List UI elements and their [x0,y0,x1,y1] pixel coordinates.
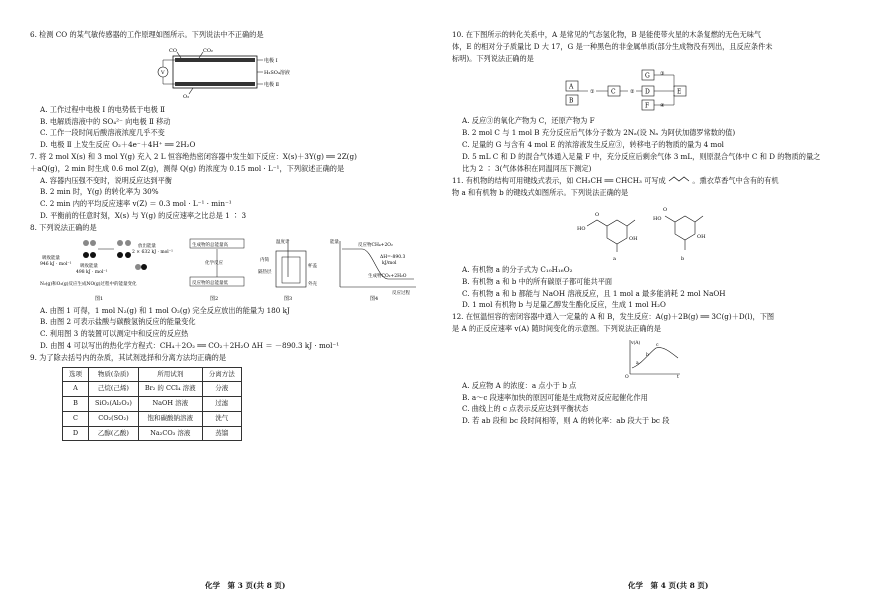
q10-box-e: E [677,88,682,96]
q11-option-d: D. 1 mol 有机物 b 与足量乙醇发生酯化反应，生成 1 mol H₂O [462,300,666,310]
q12-origin-label: O [625,374,629,378]
q8-fig1-text6: 2 × 632 kJ · mol⁻¹ [132,249,173,255]
q12-stem-line2: 是 A 的正反应速率 v(A) 随时间变化的示意图。下列说法正确的是 [452,323,661,333]
q8-fig3-text2: 内筒 [260,257,269,263]
table-cell: 饱和碳酸钠溶液 [138,411,202,426]
q7-stem-line1: 7. 将 2 mol X(s) 和 3 mol Y(g) 充入 2 L 恒容绝热密闭容器中发生如下反应：X(s)＋3Y(g) ══ 2Z(g) [30,151,357,161]
page-footer-right: 化学 第 4 页(共 8 页) [628,581,709,590]
table-cell: 乙醇(乙酸) [89,426,139,441]
q8-option-d: D. 由图 4 可以写出的热化学方程式：CH₄＋2O₂ ══ CO₂＋2H₂O ΔH ＝ －890.3 kJ · mol⁻¹ [40,340,340,350]
q11-stem-text-b: 。熏衣草香气中含有的有机 [692,176,779,186]
q6-o2-label: O₂ [183,93,190,100]
q11-label-b: b [681,255,685,262]
table-cell: A [63,382,89,397]
q6-co2-label: CO₂ [203,47,213,54]
q12-option-c: C. 曲线上的 c 点表示反应达到平衡状态 [462,404,589,414]
q11-structures [577,202,727,262]
q12-option-b: B. a～c 段速率加快的原因可能是生成物对反应起催化作用 [462,392,648,402]
q8-fig1-text3: 吸收能量 [80,263,98,269]
q6-electrode2-label: 电极 Ⅱ [264,81,279,88]
q6-voltmeter-label: V [161,69,165,76]
q11-option-c: C. 有机物 a 和 b 都能与 NaOH 溶液反应，且 1 mol a 最多能消耗 2 mol NaOH [462,288,726,298]
q10-step2: ② [630,89,635,96]
q8-option-b: B. 由图 2 可表示盐酸与碳酸氢钠反应的能量变化 [40,317,196,327]
q7-option-b: B. 2 min 时，Y(g) 的转化率为 30% [40,187,159,197]
q10-option-d-line2: 比为 2 ∶ 3(气体体积在同温同压下测定) [462,163,592,173]
table-row [63,382,242,397]
q8-fig1-text7: N₂(g)和O₂(g)反应生成NO(g)过程中的能量变化 [40,281,137,287]
q10-option-a: A. 反应③的氧化产物为 C，还原产物为 F [462,116,595,126]
table-cell: 己烷(己烯) [89,382,139,397]
q8-stem: 8. 下列说法正确的是 [30,222,97,232]
q8-option-a: A. 由图 1 可得，1 mol N₂(g) 和 1 mol O₂(g) 完全反应放出的能量为 180 kJ [40,305,290,315]
q11-option-a: A. 有机物 a 的分子式为 C₁₀H₁₆O₂ [462,264,573,274]
q8-figures [40,237,420,303]
q8-fig2-text1: 生成物的总能量高 [192,242,228,248]
q12-point-a: a [636,360,639,366]
q6-sensor-figure [155,44,305,102]
q6-option-d: D. 电极 Ⅱ 上发生反应 O₂＋4e⁻＋4H⁺ ══ 2H₂O [40,140,196,150]
q10-step4: ④ [660,103,665,110]
table-cell: 分液 [202,382,241,397]
q10-option-b: B. 2 mol C 与 1 mol B 充分反应后气体分子数为 2Nₐ(设 Nₐ 为阿伏加德罗常数的值) [462,128,736,138]
q10-option-d-line1: D. 5 mL C 和 D 的混合气体通入足量 F 中，充分反应后剩余气体 3 mL，则原混合气体中 C 和 D 的物质的量之 [462,151,821,161]
q9-table [62,367,242,442]
q11-b-ho: HO [653,215,662,222]
table-header: 选项 [63,367,89,382]
q11-a-oh: OH [629,235,638,242]
table-header: 物质(杂质) [89,367,139,382]
q8-fig4-text4: kJ/mol [382,260,397,266]
q10-box-d: D [645,88,650,96]
table-cell: Na₂CO₃ 溶液 [138,426,202,441]
table-header: 所用试剂 [138,367,202,382]
table-cell: D [63,426,89,441]
q12-y-label: v(A) [631,340,641,346]
q8-fig4-text6: 反应过程 [392,290,410,296]
q8-fig3-text4: 杯盖 [308,263,317,269]
q6-option-a: A. 工作过程中电极 Ⅰ 的电势低于电极 Ⅱ [40,104,165,114]
q8-fig1-text4: 498 kJ · mol⁻¹ [76,269,108,275]
q7-option-d: D. 平衡前的任意时刻，X(s) 与 Y(g) 的反应速率之比总是 1 ∶ 3 [40,210,247,220]
q8-fig4-text3: ΔH=-890.3 [380,254,406,260]
q10-box-g: G [645,72,650,80]
q7-option-a: A. 容器内压强不变时，说明反应达到平衡 [40,175,172,185]
table-cell: C [63,411,89,426]
q12-point-b: b [646,352,649,358]
table-row [63,426,242,441]
table-cell: B [63,397,89,412]
q12-x-label: t [677,374,679,378]
q10-box-f: F [645,102,650,110]
table-row [63,411,242,426]
table-row [63,397,242,412]
q11-skeletal-example [668,175,690,183]
q8-option-c: C. 利用图 3 的装置可以测定中和反应的反应热 [40,329,189,339]
q12-stem-line1: 12. 在恒温恒容的密闭容器中通入一定量的 A 和 B，发生反应：A(g)＋2B(g) ══ 3C(g)＋D(l)，下图 [452,312,775,322]
q12-option-a: A. 反应物 A 的浓度：a 点小于 b 点 [462,380,577,390]
q8-fig4-text1: 能量 [330,239,339,245]
table-cell: Br₂ 的 CCl₄ 溶液 [138,382,202,397]
q11-option-b: B. 有机物 a 和 b 中的所有碳原子都可能共平面 [462,276,613,286]
q11-stem-line2: 物 a 和有机物 b 的键线式如图所示。下列说法正确的是 [452,188,629,198]
q8-fig2-text2: 化学反应 [205,260,223,266]
q10-box-b: B [569,97,574,105]
q8-fig1-text1: 吸收能量 [42,255,60,261]
q10-step3: ③ [660,71,665,78]
q12-point-c: c [656,342,659,348]
right-column [452,30,852,428]
q11-molecule-b [653,207,706,262]
table-header: 分离方法 [202,367,241,382]
q11-a-ho: HO [577,225,586,232]
q10-step1: ① [590,89,595,96]
q6-option-b: B. 电解质溶液中的 SO₄²⁻ 向电极 Ⅱ 移动 [40,116,171,126]
q11-a-o: O [595,211,600,218]
table-cell: NaOH 溶液 [138,397,202,412]
q10-box-a: A [569,83,574,91]
q7-option-c: C. 2 min 内的平均反应速率 v(Z) ＝ 0.3 mol · L⁻¹ · min⁻¹ [40,199,232,209]
q8-fig3-caption: 图3 [284,295,293,302]
q11-b-o: O [663,206,668,213]
q11-molecule-a [577,212,638,262]
q10-conversion-diagram [562,67,742,113]
q8-fig3-text1: 温度计 [276,239,290,245]
q8-fig4-text5: 生成物CO₂+2H₂O [368,273,407,279]
q12-option-d: D. 若 ab 段和 bc 段时间相等，则 A 的转化率：ab 段大于 bc 段 [462,416,670,426]
q8-fig1-text5: 放出能量 [138,243,156,249]
q10-option-c: C. 足量的 G 与含有 4 mol E 的浓溶液发生反应③，转移电子的物质的量为 4 mol [462,139,724,149]
table-cell: 蒸馏 [202,426,241,441]
q8-fig4 [330,238,416,302]
q6-solution-label: H₂SO₄溶液 [264,69,290,76]
q11-stem-text-a: 11. 有机物的结构可用键线式表示，如 CH₃CH ══ CHCH₃ 可写成 [452,176,666,186]
q8-fig2-caption: 图2 [210,295,219,302]
q8-fig2-text3: 反应物的总能量低 [192,280,228,286]
q6-option-c: C. 工作一段时间后酸溶液浓度几乎不变 [40,128,165,138]
q6-electrode1-label: 电极 Ⅰ [264,57,278,64]
q12-rate-graph [622,338,682,378]
table-cell: 洗气 [202,411,241,426]
q9-stem: 9. 为了除去括号内的杂质，其试剂选择和分离方法均正确的是 [30,352,227,362]
q10-stem-line2: 体，E 的相对分子质量比 D 大 17，G 是一种黑色的非金属单质(部分生成物没有列出，且反应条件未 [452,41,773,51]
q11-label-a: a [613,255,616,262]
q8-fig3-text3: 隔热层 [258,269,272,275]
table-cell: 过滤 [202,397,241,412]
q10-stem-line3: 标明)。下列说法正确的是 [452,53,534,63]
q10-box-c: C [611,88,616,96]
q8-fig1 [40,240,173,302]
q8-fig1-text2: 946 kJ · mol⁻¹ [40,261,72,267]
q7-stem-line2: ＋aQ(g)，2 min 时生成 0.6 mol Z(g)，测得 Q(g) 的浓度为 0.15 mol · L⁻¹，下列叙述正确的是 [30,163,345,173]
table-cell: SiO₂(Al₂O₃) [89,397,139,412]
q8-fig2 [190,239,244,302]
table-header-row [63,367,242,382]
left-column [30,30,430,441]
q6-co-label: CO [169,47,177,54]
q11-stem-line1 [452,175,852,187]
table-cell: CO₂(SO₂) [89,411,139,426]
q8-fig4-text2: 反应物CH₄+2O₂ [358,242,393,248]
q8-fig3-text5: 外壳 [308,281,317,287]
page-footer-left: 化学 第 3 页(共 8 页) [205,581,286,590]
q8-fig1-caption: 图1 [95,295,104,302]
q8-fig3 [258,238,317,302]
q10-stem-line1: 10. 在下图所示的转化关系中，A 是常见的气态氢化物，B 是能使带火星的木条复燃的无色无味气 [452,30,762,39]
q6-stem: 6. 检测 CO 的某气敏传感器的工作原理如图所示。下列说法中不正确的是 [30,30,264,39]
q8-fig4-caption: 图4 [370,295,379,302]
q11-b-oh: OH [697,233,706,240]
